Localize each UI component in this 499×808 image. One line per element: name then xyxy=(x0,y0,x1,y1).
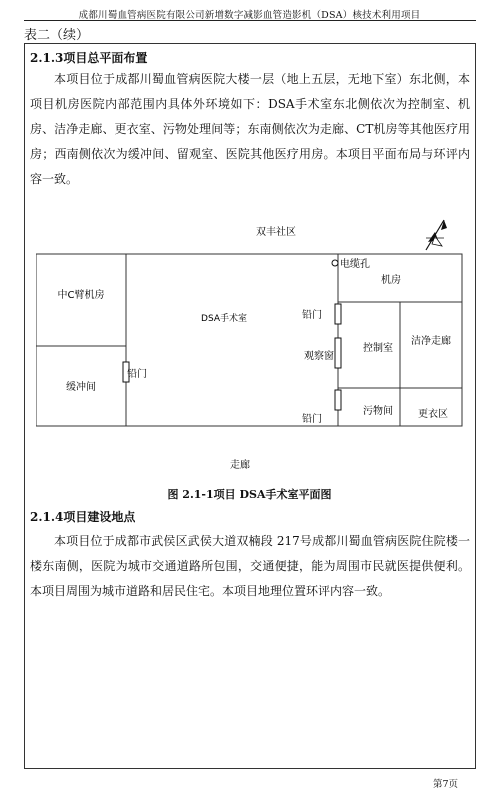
cable-hole-label: 电缆孔 xyxy=(340,259,370,270)
lead-door-3 xyxy=(335,390,341,410)
wall-changing-room xyxy=(400,388,462,426)
control-room-label: 控制室 xyxy=(363,343,393,354)
figure-caption: 图 2.1-1项目 DSA手术室平面图 xyxy=(167,488,332,501)
floor-plan-figure xyxy=(36,214,466,484)
c-arm-room-label: 中C臂机房 xyxy=(57,290,105,301)
changing-room-label: 更衣区 xyxy=(418,409,448,420)
north-community-label: 双丰社区 xyxy=(256,227,296,238)
section-heading-location: 2.1.4项目建设地点 xyxy=(30,510,136,524)
observation-window-shape xyxy=(335,338,341,368)
lead-door-1-label: 铅门 xyxy=(302,310,322,321)
section-paragraph-layout: 本项目位于成都川蜀血管病医院大楼一层（地上五层，无地下室）东北侧，本项目机房医院内部范围内具体外环境如下：DSA手术室东北侧依次为控制室、机房、洁净走廊、更衣室、污物处理间等；东南侧依次为走廊、CT机房等其他医疗用房；西南侧依次为缓冲间、留观室、医院其他医疗用房。本项目平面布局与环评内容一致。 xyxy=(30,72,470,186)
corridor-label: 走廊 xyxy=(230,460,250,471)
north-arrow-icon xyxy=(426,220,447,250)
clean-corridor-label: 洁净走廊 xyxy=(411,336,451,347)
lead-door-1 xyxy=(335,304,341,324)
section-paragraph-location: 本项目位于成都市武侯区武侯大道双楠段 217号成都川蜀血管病医院住院楼一楼东南侧，医院为城市交通道路所包围，交通便捷，能为周围市民就医提供便利。本项目周围为城市道路和居民住宅。本项目地理位置环评内容一致。 xyxy=(30,534,470,598)
lead-door-3-label: 铅门 xyxy=(302,414,322,425)
wall-c-arm xyxy=(36,254,126,426)
wall-dsa-room xyxy=(126,254,338,426)
cable-hole-icon xyxy=(332,260,338,266)
buffer-room-label: 缓冲间 xyxy=(66,382,96,393)
observation-window-label: 观察窗 xyxy=(304,351,334,362)
header-rule xyxy=(24,20,476,21)
page-number: 第7页 xyxy=(433,779,459,790)
dsa-room-label: DSA手术室 xyxy=(201,314,247,324)
lead-door-2-label: 铅门 xyxy=(127,369,147,380)
dirt-room-label: 污物间 xyxy=(363,406,393,417)
table-title: 表二（续） xyxy=(24,28,90,43)
machine-room-label: 机房 xyxy=(381,275,401,286)
section-heading-layout: 2.1.3项目总平面布置 xyxy=(30,51,148,65)
page-header: 成都川蜀血管病医院有限公司新增数字减影血管造影机（DSA）核技术利用项目 xyxy=(78,10,421,21)
